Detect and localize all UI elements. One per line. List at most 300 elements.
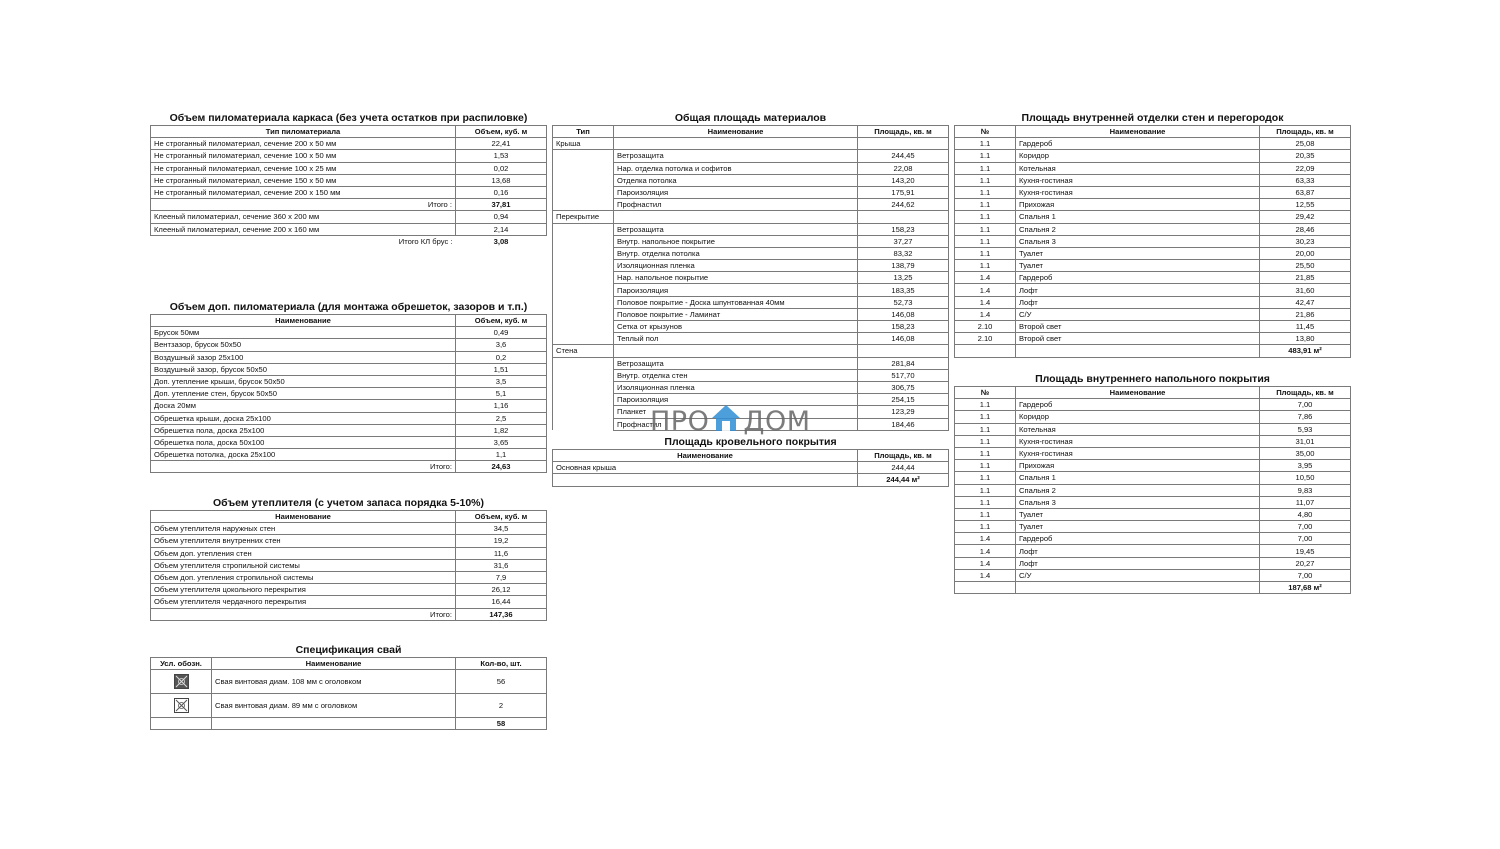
column-header: Тип пиломатериала xyxy=(151,126,456,138)
roof-section xyxy=(552,436,949,487)
item-name: Клееный пиломатериал, сечение 360 x 200 мм xyxy=(151,211,456,223)
extra-lumber-title: Объем доп. пиломатериала (для монтажа обрешеток, зазоров и т.п.) xyxy=(169,301,528,313)
pile-89-icon xyxy=(174,698,189,713)
item-name: Обрешетка пола, доска 50x100 xyxy=(151,436,456,448)
item-value: 3,65 xyxy=(456,436,547,448)
room-number: 1.1 xyxy=(955,423,1016,435)
empty-cell xyxy=(614,138,858,150)
table-row xyxy=(955,569,1351,581)
empty-cell xyxy=(614,211,858,223)
empty-cell xyxy=(553,247,614,259)
item-value: 52,73 xyxy=(858,296,949,308)
item-name: Ветрозащита xyxy=(614,357,858,369)
frame-lumber-title: Объем пиломатериала каркаса (без учета остатков при распиловке) xyxy=(169,112,528,124)
empty-cell xyxy=(553,162,614,174)
empty-cell xyxy=(858,211,949,223)
total-value: 147,36 xyxy=(456,608,547,620)
table-row xyxy=(955,272,1351,284)
room-area: 63,33 xyxy=(1260,174,1351,186)
room-name: Туалет xyxy=(1016,247,1260,259)
table-row xyxy=(955,399,1351,411)
room-number: 1.1 xyxy=(955,472,1016,484)
item-value: 244,45 xyxy=(858,150,949,162)
table-row xyxy=(955,174,1351,186)
symbol-cell xyxy=(151,670,212,694)
table-row xyxy=(955,533,1351,545)
table-row xyxy=(553,260,949,272)
room-name: Спальня 1 xyxy=(1016,211,1260,223)
item-name: Не строганный пиломатериал, сечение 100 x 50 мм xyxy=(151,150,456,162)
table-row xyxy=(151,596,547,608)
column-header: Наименование xyxy=(151,511,456,523)
item-name: Основная крыша xyxy=(553,462,858,474)
item-name: Не строганный пиломатериал, сечение 100 x 25 мм xyxy=(151,162,456,174)
room-area: 4,80 xyxy=(1260,508,1351,520)
table-row xyxy=(553,369,949,381)
total-row xyxy=(955,345,1351,357)
room-name: Котельная xyxy=(1016,423,1260,435)
table-row xyxy=(553,223,949,235)
room-name: Лофт xyxy=(1016,557,1260,569)
house-icon xyxy=(711,403,741,440)
empty-cell xyxy=(553,381,614,393)
room-number: 1.4 xyxy=(955,308,1016,320)
item-value: 146,08 xyxy=(858,308,949,320)
column-header: Объем, куб. м xyxy=(456,511,547,523)
item-name: Доска 20мм xyxy=(151,400,456,412)
room-number: 1.1 xyxy=(955,484,1016,496)
item-name: Пароизоляция xyxy=(614,284,858,296)
group-row xyxy=(553,211,949,223)
room-number: 1.4 xyxy=(955,296,1016,308)
room-name: Гардероб xyxy=(1016,533,1260,545)
table-row xyxy=(955,186,1351,198)
room-number: 1.1 xyxy=(955,186,1016,198)
table-row xyxy=(151,449,547,461)
table-row xyxy=(553,162,949,174)
item-name: Нар. отделка потолка и софитов xyxy=(614,162,858,174)
table-row xyxy=(553,284,949,296)
room-name: Спальня 2 xyxy=(1016,223,1260,235)
room-number: 1.4 xyxy=(955,272,1016,284)
item-name: Пароизоляция xyxy=(614,394,858,406)
room-name: С/У xyxy=(1016,569,1260,581)
total-value: 58 xyxy=(456,718,547,730)
item-value: 26,12 xyxy=(456,584,547,596)
item-name: Клееный пиломатериал, сечение 200 x 160 мм xyxy=(151,223,456,235)
empty-cell xyxy=(553,272,614,284)
item-name: Ветрозащита xyxy=(614,150,858,162)
table-row xyxy=(955,296,1351,308)
column-header: Тип xyxy=(553,126,614,138)
room-number: 1.1 xyxy=(955,138,1016,150)
item-qty: 56 xyxy=(456,670,547,694)
column-header: Наименование xyxy=(553,450,858,462)
empty-cell xyxy=(553,260,614,272)
room-area: 7,86 xyxy=(1260,411,1351,423)
piles-title: Спецификация свай xyxy=(295,644,402,656)
item-value: 19,2 xyxy=(456,535,547,547)
room-area: 31,01 xyxy=(1260,435,1351,447)
column-header: Площадь, кв. м xyxy=(1260,387,1351,399)
item-name: Доп. утепление крыши, брусок 50x50 xyxy=(151,375,456,387)
column-header: № xyxy=(955,126,1016,138)
table-row xyxy=(955,460,1351,472)
empty-cell xyxy=(553,174,614,186)
table-row xyxy=(955,545,1351,557)
room-area: 9,83 xyxy=(1260,484,1351,496)
table-row xyxy=(955,472,1351,484)
item-value: 7,9 xyxy=(456,571,547,583)
column-header: Кол-во, шт. xyxy=(456,658,547,670)
column-header: Наименование xyxy=(151,315,456,327)
empty-cell xyxy=(151,718,212,730)
room-number: 1.4 xyxy=(955,533,1016,545)
item-name: Не строганный пиломатериал, сечение 200 x 50 мм xyxy=(151,138,456,150)
item-value: 0,94 xyxy=(456,211,547,223)
room-area: 7,00 xyxy=(1260,533,1351,545)
table-row xyxy=(955,235,1351,247)
empty-cell xyxy=(614,345,858,357)
item-name: Воздушный зазор 25x100 xyxy=(151,351,456,363)
materials-table xyxy=(552,125,949,431)
room-name: Кухня-гостиная xyxy=(1016,174,1260,186)
room-area: 25,50 xyxy=(1260,260,1351,272)
table-row xyxy=(955,484,1351,496)
table-row xyxy=(151,375,547,387)
empty-cell xyxy=(955,345,1016,357)
room-number: 1.4 xyxy=(955,569,1016,581)
item-name: Доп. утепление стен, брусок 50x50 xyxy=(151,388,456,400)
total-label: Итого : xyxy=(151,199,456,211)
item-name: Профнастил xyxy=(614,418,858,430)
table-row xyxy=(553,462,949,474)
frame-lumber-table xyxy=(150,125,547,247)
item-value: 183,35 xyxy=(858,284,949,296)
total-row xyxy=(553,474,949,486)
item-name: Объем утеплителя наружных стен xyxy=(151,523,456,535)
table-row xyxy=(553,296,949,308)
item-value: 5,1 xyxy=(456,388,547,400)
item-value: 13,68 xyxy=(456,174,547,186)
item-name: Изоляционная пленка xyxy=(614,260,858,272)
room-name: Туалет xyxy=(1016,508,1260,520)
item-value: 158,23 xyxy=(858,321,949,333)
table-row xyxy=(151,670,547,694)
table-row xyxy=(151,223,547,235)
table-row xyxy=(151,211,547,223)
room-name: Лофт xyxy=(1016,296,1260,308)
table-row xyxy=(553,333,949,345)
item-value: 0,2 xyxy=(456,351,547,363)
empty-cell xyxy=(553,333,614,345)
room-name: Кухня-гостиная xyxy=(1016,447,1260,459)
item-value: 306,75 xyxy=(858,381,949,393)
group-type: Стена xyxy=(553,345,614,357)
materials-section xyxy=(552,112,949,431)
room-name: Спальня 1 xyxy=(1016,472,1260,484)
column-header: Объем, куб. м xyxy=(456,126,547,138)
room-name: Гардероб xyxy=(1016,272,1260,284)
empty-cell xyxy=(212,718,456,730)
room-area: 20,35 xyxy=(1260,150,1351,162)
group-row xyxy=(553,138,949,150)
room-area: 20,00 xyxy=(1260,247,1351,259)
table-row xyxy=(955,557,1351,569)
empty-cell xyxy=(955,582,1016,594)
item-value: 11,6 xyxy=(456,547,547,559)
room-number: 1.1 xyxy=(955,460,1016,472)
piles-table xyxy=(150,657,547,730)
table-row xyxy=(955,223,1351,235)
item-name: Половое покрытие - Ламинат xyxy=(614,308,858,320)
room-area: 7,00 xyxy=(1260,569,1351,581)
item-name: Воздушный зазор, брусок 50x50 xyxy=(151,363,456,375)
room-number: 1.1 xyxy=(955,496,1016,508)
room-name: Туалет xyxy=(1016,260,1260,272)
empty-cell xyxy=(1016,582,1260,594)
table-row xyxy=(955,162,1351,174)
table-row xyxy=(955,435,1351,447)
table-row xyxy=(151,162,547,174)
room-area: 22,09 xyxy=(1260,162,1351,174)
room-area: 42,47 xyxy=(1260,296,1351,308)
item-value: 1,1 xyxy=(456,449,547,461)
item-name: Теплый пол xyxy=(614,333,858,345)
column-header: Наименование xyxy=(614,126,858,138)
room-area: 63,87 xyxy=(1260,186,1351,198)
table-row xyxy=(151,388,547,400)
item-value: 146,08 xyxy=(858,333,949,345)
total-value: 37,81 xyxy=(456,199,547,211)
item-value: 22,41 xyxy=(456,138,547,150)
column-header: Площадь, кв. м xyxy=(858,450,949,462)
table-row xyxy=(955,508,1351,520)
table-row xyxy=(955,423,1351,435)
item-name: Изоляционная пленка xyxy=(614,381,858,393)
item-name: Внутр. отделка потолка xyxy=(614,247,858,259)
table-row xyxy=(553,272,949,284)
empty-cell xyxy=(553,223,614,235)
room-name: Второй свет xyxy=(1016,321,1260,333)
item-qty: 2 xyxy=(456,694,547,718)
room-area: 11,45 xyxy=(1260,321,1351,333)
item-value: 34,5 xyxy=(456,523,547,535)
item-value: 517,70 xyxy=(858,369,949,381)
item-value: 0,49 xyxy=(456,327,547,339)
item-value: 1,82 xyxy=(456,424,547,436)
table-row xyxy=(151,186,547,198)
item-value: 3,5 xyxy=(456,375,547,387)
room-area: 21,85 xyxy=(1260,272,1351,284)
table-row xyxy=(151,571,547,583)
pile-108-icon xyxy=(174,674,189,689)
empty-cell xyxy=(858,138,949,150)
walls-table xyxy=(954,125,1351,358)
item-value: 13,25 xyxy=(858,272,949,284)
room-area: 28,46 xyxy=(1260,223,1351,235)
room-number: 1.1 xyxy=(955,435,1016,447)
logo-text-right: ДОМ xyxy=(743,405,811,437)
table-row xyxy=(553,150,949,162)
table-row xyxy=(151,436,547,448)
table-row xyxy=(955,284,1351,296)
column-header: Наименование xyxy=(212,658,456,670)
item-value: 143,20 xyxy=(858,174,949,186)
table-row xyxy=(955,150,1351,162)
room-area: 11,07 xyxy=(1260,496,1351,508)
prodom-watermark-logo xyxy=(650,404,811,438)
room-number: 1.1 xyxy=(955,399,1016,411)
item-value: 254,15 xyxy=(858,394,949,406)
column-header: Площадь, кв. м xyxy=(1260,126,1351,138)
item-value: 83,32 xyxy=(858,247,949,259)
item-value: 2,14 xyxy=(456,223,547,235)
table-row xyxy=(553,199,949,211)
total-row xyxy=(151,199,547,211)
item-name: Отделка потолка xyxy=(614,174,858,186)
table-row xyxy=(955,333,1351,345)
room-area: 30,23 xyxy=(1260,235,1351,247)
room-area: 10,50 xyxy=(1260,472,1351,484)
item-name: Свая винтовая диам. 108 мм с оголовком xyxy=(212,670,456,694)
table-row xyxy=(955,260,1351,272)
item-value: 2,5 xyxy=(456,412,547,424)
empty-cell xyxy=(553,357,614,369)
item-value: 123,29 xyxy=(858,406,949,418)
empty-cell xyxy=(553,284,614,296)
table-row xyxy=(553,235,949,247)
room-area: 35,00 xyxy=(1260,447,1351,459)
insulation-section xyxy=(150,497,547,621)
total-value: 24,63 xyxy=(456,461,547,473)
empty-cell xyxy=(858,345,949,357)
item-value: 184,46 xyxy=(858,418,949,430)
item-name: Объем утеплителя внутренних стен xyxy=(151,535,456,547)
item-name: Свая винтовая диам. 89 мм с оголовком xyxy=(212,694,456,718)
room-number: 1.1 xyxy=(955,508,1016,520)
room-number: 2.10 xyxy=(955,321,1016,333)
total-row xyxy=(151,461,547,473)
item-name: Пароизоляция xyxy=(614,186,858,198)
room-area: 25,08 xyxy=(1260,138,1351,150)
room-name: Спальня 2 xyxy=(1016,484,1260,496)
item-name: Внутр. напольное покрытие xyxy=(614,235,858,247)
table-row xyxy=(955,138,1351,150)
item-value: 22,08 xyxy=(858,162,949,174)
item-name: Не строганный пиломатериал, сечение 150 x 50 мм xyxy=(151,174,456,186)
table-row xyxy=(151,694,547,718)
table-row xyxy=(151,339,547,351)
floors-table xyxy=(954,386,1351,594)
frame-lumber-section xyxy=(150,112,547,247)
room-number: 1.1 xyxy=(955,411,1016,423)
total-value: 187,68 м² xyxy=(1260,582,1351,594)
table-row xyxy=(151,327,547,339)
table-row xyxy=(955,411,1351,423)
item-value: 1,16 xyxy=(456,400,547,412)
empty-cell xyxy=(553,394,614,406)
column-header: Объем, куб. м xyxy=(456,315,547,327)
item-name: Профнастил xyxy=(614,199,858,211)
table-row xyxy=(553,186,949,198)
item-value: 3,6 xyxy=(456,339,547,351)
extra-lumber-table xyxy=(150,314,547,473)
item-value: 37,27 xyxy=(858,235,949,247)
table-row xyxy=(553,174,949,186)
table-row xyxy=(955,199,1351,211)
room-number: 1.4 xyxy=(955,545,1016,557)
empty-cell xyxy=(553,418,614,430)
table-row xyxy=(955,447,1351,459)
total-row xyxy=(151,718,547,730)
floors-title: Площадь внутреннего напольного покрытия xyxy=(1035,373,1270,385)
table-row xyxy=(151,351,547,363)
table-row xyxy=(553,308,949,320)
empty-cell xyxy=(553,406,614,418)
room-name: Туалет xyxy=(1016,521,1260,533)
room-name: Коридор xyxy=(1016,150,1260,162)
room-area: 13,80 xyxy=(1260,333,1351,345)
room-number: 1.4 xyxy=(955,557,1016,569)
walls-section xyxy=(954,112,1351,358)
item-value: 16,44 xyxy=(456,596,547,608)
group-row xyxy=(553,345,949,357)
item-value: 1,53 xyxy=(456,150,547,162)
room-number: 1.1 xyxy=(955,199,1016,211)
total-row xyxy=(955,582,1351,594)
floors-section xyxy=(954,373,1351,594)
room-number: 1.1 xyxy=(955,162,1016,174)
glulam-total-row xyxy=(151,235,547,247)
table-row xyxy=(151,150,547,162)
table-row xyxy=(151,559,547,571)
empty-cell xyxy=(553,308,614,320)
room-number: 1.1 xyxy=(955,150,1016,162)
room-number: 1.4 xyxy=(955,284,1016,296)
item-value: 244,44 xyxy=(858,462,949,474)
item-name: Объем доп. утепления стропильной системы xyxy=(151,571,456,583)
room-area: 5,93 xyxy=(1260,423,1351,435)
room-name: Прихожая xyxy=(1016,460,1260,472)
table-row xyxy=(955,247,1351,259)
item-value: 0,02 xyxy=(456,162,547,174)
column-header: Площадь, кв. м xyxy=(858,126,949,138)
group-type: Крыша xyxy=(553,138,614,150)
room-name: Котельная xyxy=(1016,162,1260,174)
room-name: Лофт xyxy=(1016,545,1260,557)
room-area: 20,27 xyxy=(1260,557,1351,569)
table-row xyxy=(151,424,547,436)
insulation-title: Объем утеплителя (с учетом запаса порядка 5-10%) xyxy=(212,497,485,509)
room-name: Гардероб xyxy=(1016,138,1260,150)
table-row xyxy=(151,535,547,547)
room-name: Кухня-гостиная xyxy=(1016,435,1260,447)
total-label: Итого: xyxy=(151,608,456,620)
item-name: Обрешетка крыши, доска 25x100 xyxy=(151,412,456,424)
item-name: Вентзазор, брусок 50x50 xyxy=(151,339,456,351)
room-area: 29,42 xyxy=(1260,211,1351,223)
item-value: 31,6 xyxy=(456,559,547,571)
table-row xyxy=(955,321,1351,333)
empty-cell xyxy=(553,369,614,381)
table-row xyxy=(553,381,949,393)
total-label: Итого: xyxy=(151,461,456,473)
room-area: 21,86 xyxy=(1260,308,1351,320)
room-area: 19,45 xyxy=(1260,545,1351,557)
empty-cell xyxy=(553,150,614,162)
room-number: 2.10 xyxy=(955,333,1016,345)
